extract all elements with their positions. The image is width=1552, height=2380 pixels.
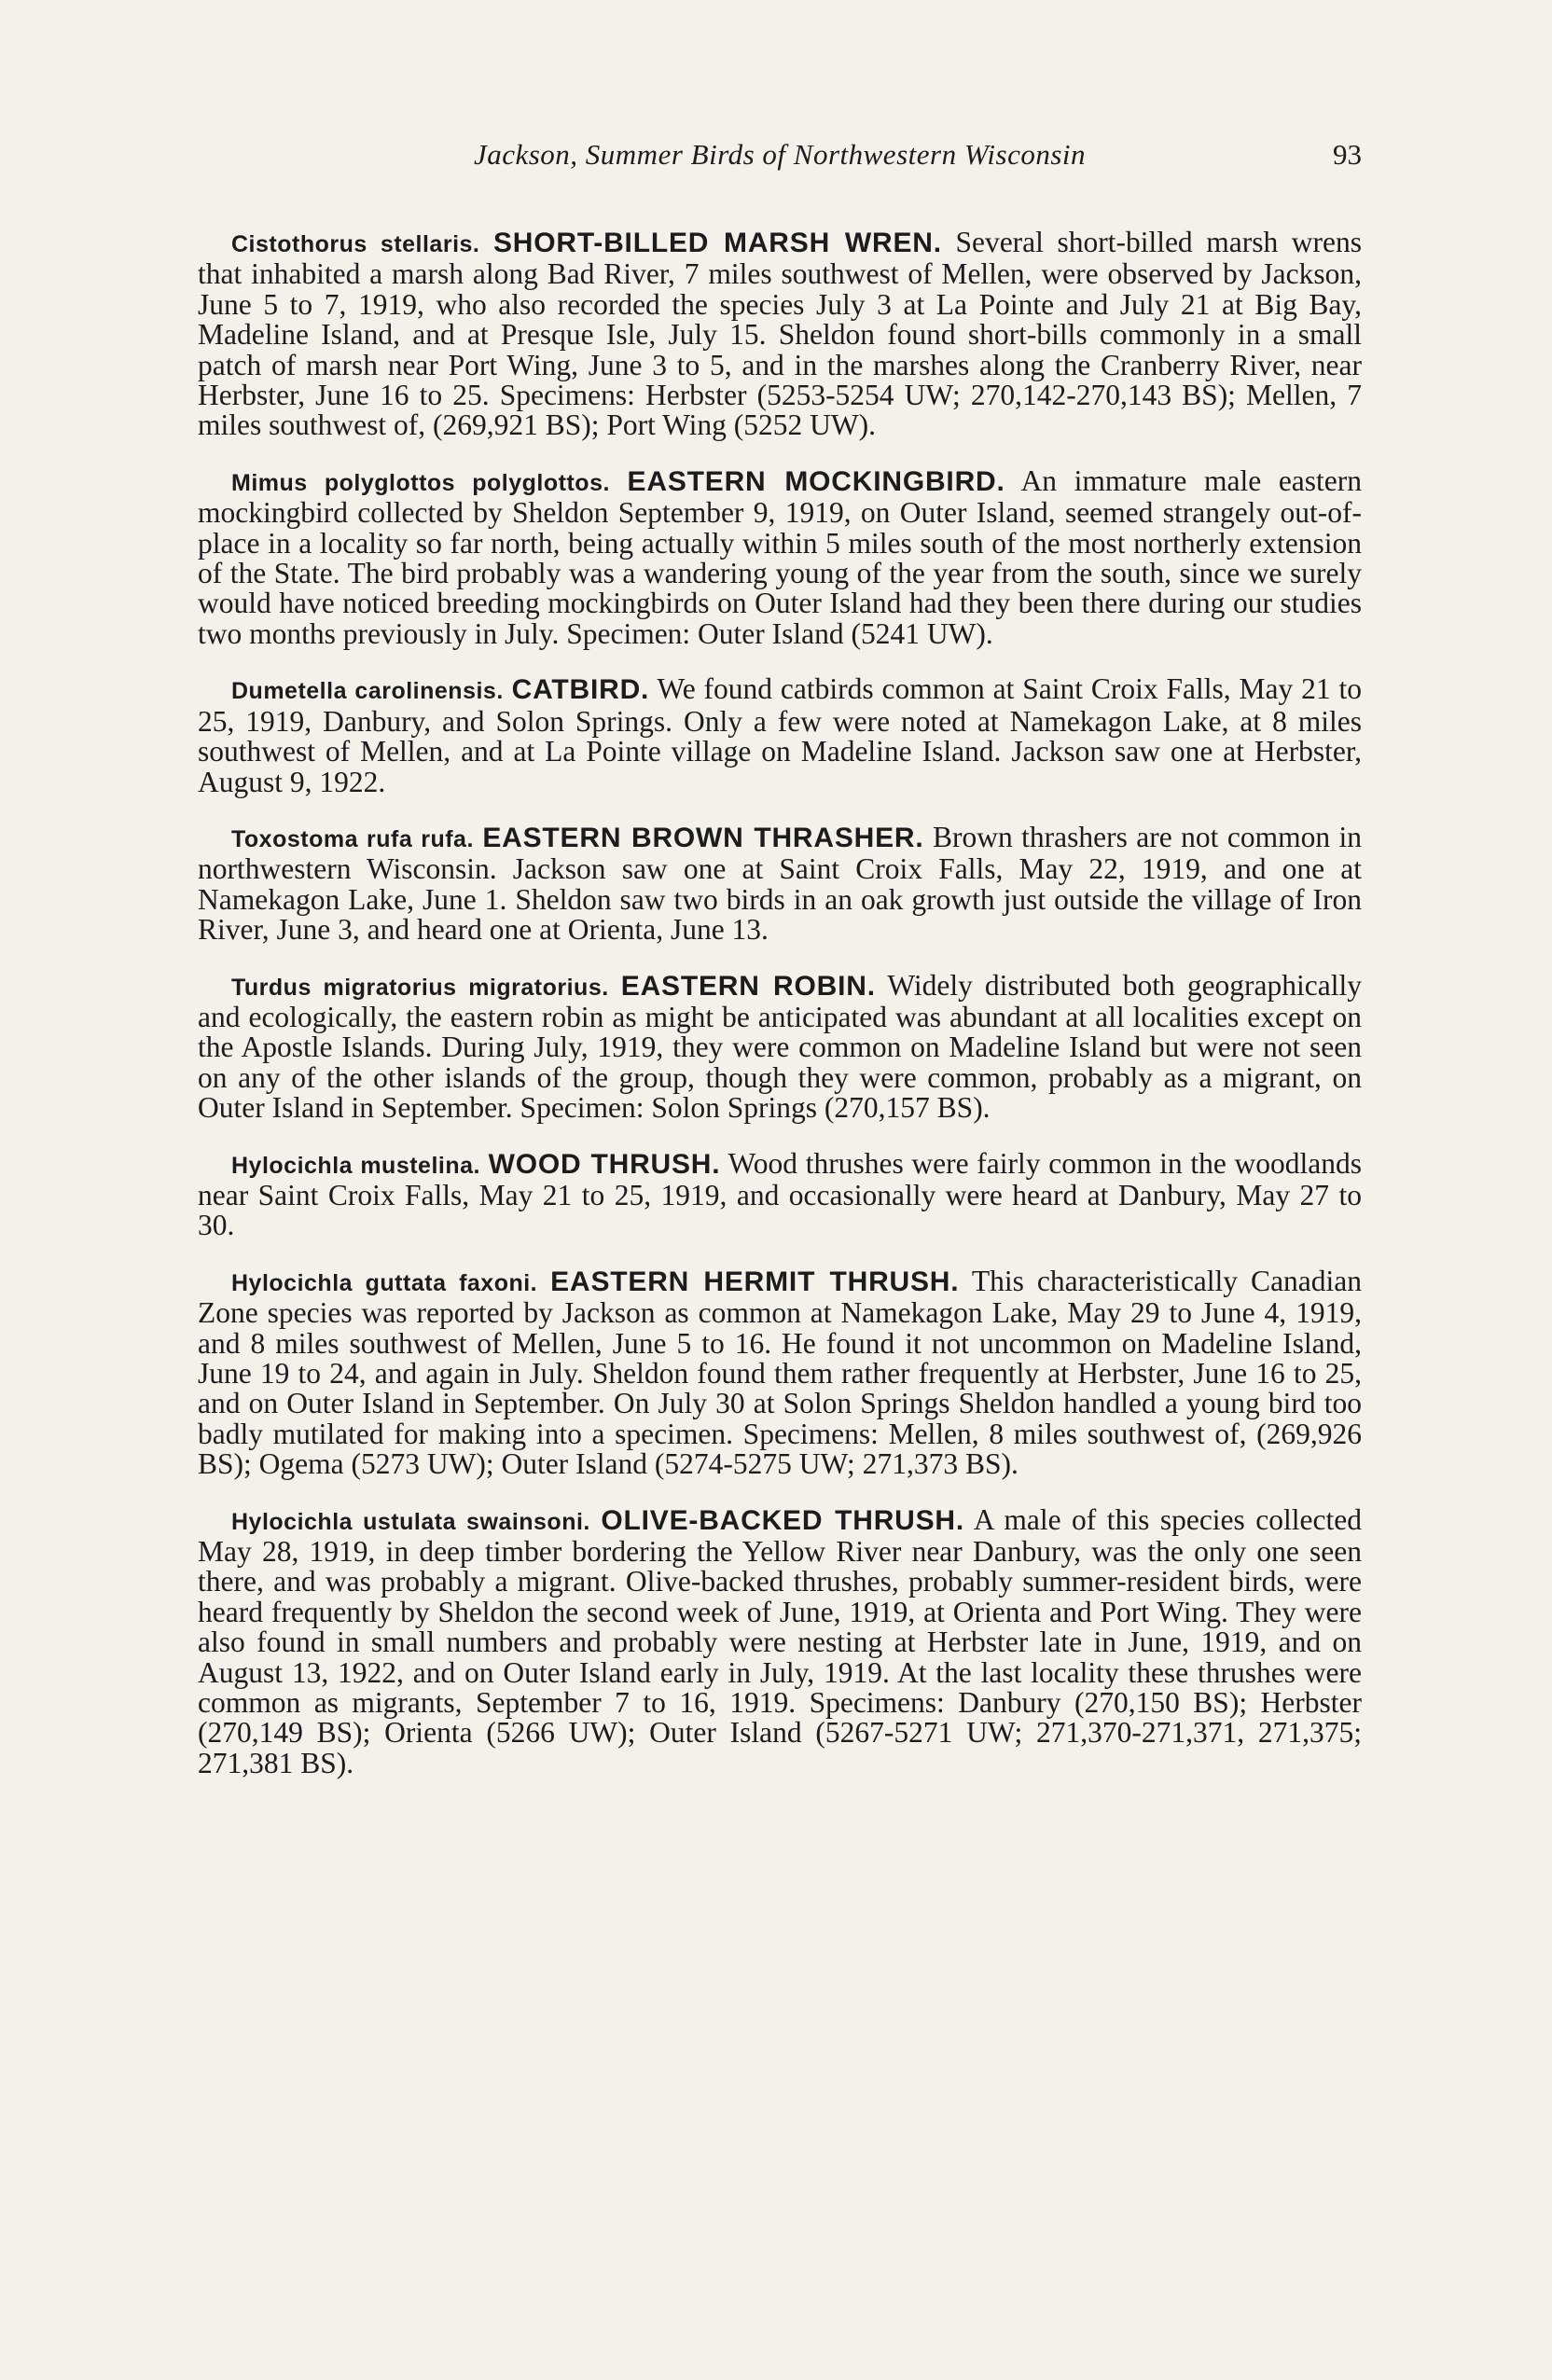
common-name: WOOD THRUSH. xyxy=(488,1148,721,1180)
scientific-name: Hylocichla ustulata swainsoni. xyxy=(231,1508,590,1535)
species-entry-eastern-brown-thrasher xyxy=(198,820,1363,947)
common-name: EASTERN BROWN THRASHER. xyxy=(482,822,924,853)
common-name: EASTERN ROBIN. xyxy=(620,970,876,1002)
scientific-name: Dumetella carolinensis. xyxy=(231,678,504,705)
common-name: CATBIRD. xyxy=(511,674,650,706)
entry-text: Wood thrushes were fairly common in the woodlands near Saint Croix Falls, May 21 to 25, 1919, and occasionally were heard at Danbury, May 27 to 30. xyxy=(198,1146,1363,1242)
common-name: SHORT-BILLED MARSH WREN. xyxy=(492,228,942,258)
scientific-name: Turdus migratorius migratorius. xyxy=(231,974,609,1001)
entry-text: Several short-billed marsh wrens that inhabited a marsh along Bad River, 7 miles southwest of Mellen, were observed by Jackson, June 5 to 7, 1919, who also recorded the species July 3 at La Pointe and July 21 at Big Bay, Madeline Island, and at Presque Isle, July 15. Sheldon found short-bills commonly in a small patch of marsh near Port Wing, June 3 to 5, and in the marshes along the Cranberry River, near Herbster, June 16 to 25. Specimens: Herbster (5253-5254 UW; 270,142-270,143 BS); Mellen, 7 miles southwest of, (269,921 BS); Port Wing (5252 UW). xyxy=(198,226,1363,442)
scientific-name: Toxostoma rufa rufa. xyxy=(231,825,474,852)
page-number: 93 xyxy=(1333,138,1362,171)
entry-text: Brown thrashers are not common in northwestern Wisconsin. Jackson saw one at Saint Croix Falls, May 22, 1919, and one at Namekagon Lake, June 1. Sheldon saw two birds in an oak growth just outside the village of Iron River, June 3, and heard one at Orienta, June 13. xyxy=(198,820,1363,947)
entry-text: An immature male eastern mockingbird collected by Sheldon September 9, 1919, on Outer Island, seemed strangely out-of-place in a locality so far north, being actually within 5 miles south of the most northerly extension of the State. The bird probably was a wandering young of the year from the south, since we surely would have noticed breeding mockingbirds on Outer Island had they been there during our studies two months previously in July. Specimen: Outer Island (5241 UW). xyxy=(198,464,1363,650)
species-entry-short-billed-marsh-wren xyxy=(198,228,1362,441)
species-entry-wood-thrush xyxy=(198,1146,1363,1242)
running-title: Jackson, Summer Birds of Northwestern Wisconsin xyxy=(473,138,1087,171)
scientific-name: Mimus polyglottos polyglottos. xyxy=(231,469,610,496)
entry-text: Widely distributed both geographically and ecologically, the eastern robin as might be anticipated was abundant at all localities except on the Apostle Islands. During July, 1919, they were common on Madeline Island but were not seen on any of the other islands of the group, though they were common, probably as a migrant, on Outer Island in September. Specimen: Solon Springs (270,157 BS). xyxy=(198,968,1362,1125)
species-entry-catbird xyxy=(198,674,1362,797)
species-entry-eastern-mockingbird xyxy=(198,466,1362,649)
scientific-name: Cistothorus stellaris. xyxy=(231,231,480,257)
common-name: OLIVE-BACKED THRUSH. xyxy=(601,1504,965,1536)
species-entry-eastern-robin xyxy=(198,968,1362,1125)
entry-text: A male of this species collected May 28, 1919, in deep timber bordering the Yellow River near Danbury, was the only one seen there, and was probably a migrant. Olive-backed thrushes, probably summer-resident birds, were heard frequently by Sheldon the second week of June, 1919, at Orienta and Port Wing. They were also found in small numbers and probably were nesting at Herbster late in June, 1919, and on August 13, 1922, and on Outer Island early in July, 1919. At the last locality these thrushes were common as migrants, September 7 to 16, 1919. Specimens: Danbury (270,150 BS); Herbster (270,149 BS); Orienta (5266 UW); Outer Island (5267-5271 UW; 271,370-271,371, 271,375; 271,381 BS). xyxy=(198,1502,1362,1779)
entry-text: We found catbirds common at Saint Croix Falls, May 21 to 25, 1919, Danbury, and Solon Springs. Only a few were noted at Namekagon Lake, at 8 miles southwest of Mellen, and at La Pointe village on Madeline Island. Jackson saw one at Herbster, August 9, 1922. xyxy=(198,672,1363,798)
scientific-name: Hylocichla mustelina. xyxy=(231,1152,480,1179)
species-entry-eastern-hermit-thrush xyxy=(198,1266,1362,1480)
entry-text: This characteristically Canadian Zone species was reported by Jackson as common at Namekagon Lake, May 29 to June 4, 1919, and 8 miles southwest of Mellen, June 5 to 16. He found it not uncommon on Madeline Island, June 19 to 24, and again in July. Sheldon found them rather frequently at Herbster, June 16 to 25, and on Outer Island in September. On July 30 at Solon Springs Sheldon handled a young bird too badly mutilated for making into a specimen. Specimens: Mellen, 8 miles southwest of, (269,926 BS); Ogema (5273 UW); Outer Island (5274-5275 UW; 271,373 BS). xyxy=(198,1264,1363,1481)
running-head xyxy=(198,138,1362,187)
species-entry-olive-backed-thrush xyxy=(198,1502,1362,1779)
common-name: EASTERN MOCKINGBIRD. xyxy=(627,465,1005,497)
scientific-name: Hylocichla guttata faxoni. xyxy=(231,1269,538,1296)
common-name: EASTERN HERMIT THRUSH. xyxy=(550,1266,960,1297)
